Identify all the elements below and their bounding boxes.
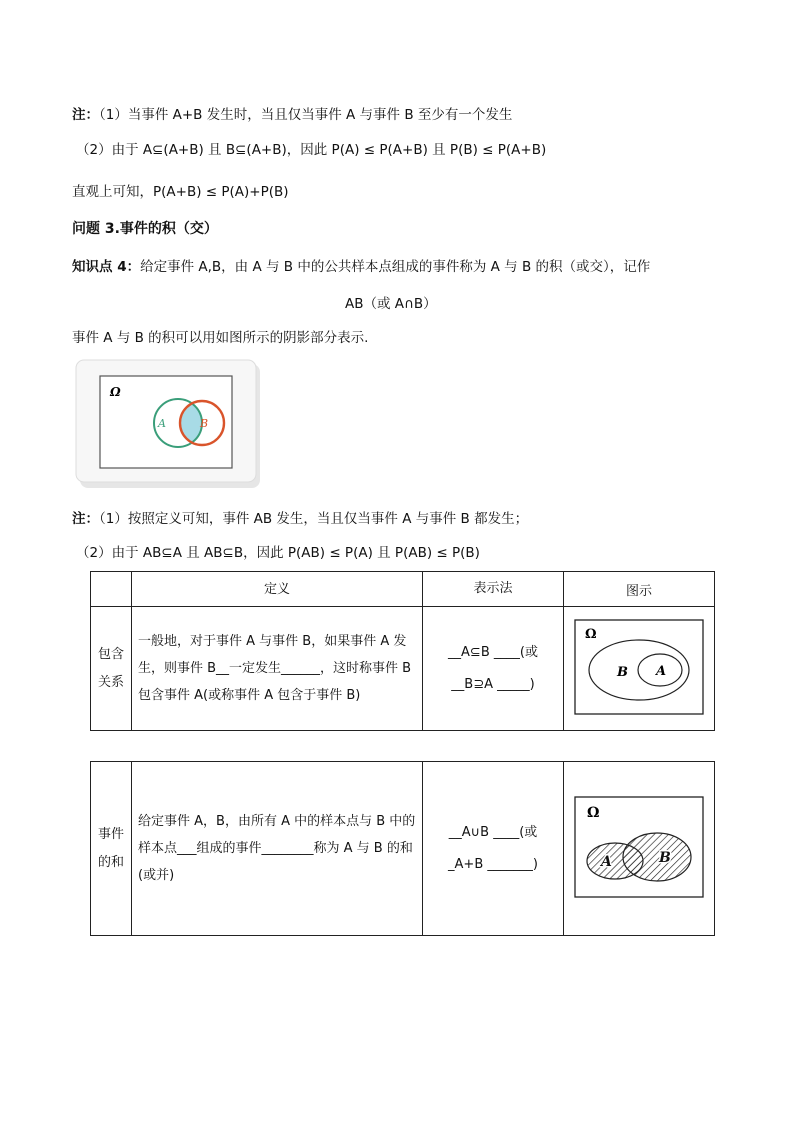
union-diagram bbox=[573, 795, 705, 899]
notation-line-2: __B⊇A _____) bbox=[451, 676, 535, 692]
knowledge-point-label: 知识点 4： bbox=[72, 259, 141, 275]
row-name: 事件的和 bbox=[91, 762, 132, 936]
row-definition: 给定事件 A，B，由所有 A 中的样本点与 B 中的样本点___组成的事件________称为 A 与 B 的和(或并) bbox=[132, 762, 423, 936]
label-b: B bbox=[200, 417, 209, 430]
note1-item2: （2）由于 A⊆(A+B) 且 B⊆(A+B)，因此 P(A) ≤ P(A+B) 且 P(B) ≤ P(A+B) bbox=[76, 142, 547, 158]
omega-label: Ω bbox=[587, 804, 600, 821]
row-definition: 一般地，对于事件 A 与事件 B，如果事件 A 发生，则事件 B__一定发生______，这时称事件 B 包含事件 A(或称事件 A 包含于事件 B) bbox=[132, 607, 423, 731]
row-figure bbox=[564, 762, 715, 936]
label-a: A bbox=[656, 663, 667, 679]
header-figure: 图示 bbox=[564, 572, 715, 607]
header-empty bbox=[91, 572, 132, 607]
product-formula: AB（或 A∩B） bbox=[345, 296, 437, 312]
notation-line-2: _A+B _______) bbox=[448, 856, 538, 872]
notation-line-1: __A⊆B ____(或 bbox=[448, 644, 538, 660]
row-figure bbox=[564, 607, 715, 731]
header-definition: 定义 bbox=[132, 572, 423, 607]
union-table bbox=[90, 761, 715, 936]
label-a: A bbox=[601, 853, 612, 870]
inclusion-table bbox=[90, 571, 715, 731]
notation-line-1: __A∪B ____(或 bbox=[448, 824, 538, 840]
figure-caption: 事件 A 与 B 的积可以用如图所示的阴影部分表示. bbox=[72, 330, 369, 346]
note-label: 注： bbox=[72, 511, 99, 527]
knowledge-point bbox=[72, 255, 650, 275]
venn-intersection-figure bbox=[74, 358, 262, 490]
label-a: A bbox=[158, 417, 166, 430]
row-notation bbox=[423, 762, 564, 936]
ellipse-b bbox=[623, 833, 691, 881]
knowledge-point-text: 给定事件 A,B，由 A 与 B 中的公共样本点组成的事件称为 A 与 B 的积（或交），记作 bbox=[140, 259, 651, 275]
note-label: 注： bbox=[72, 107, 99, 123]
note1-line1 bbox=[72, 103, 512, 123]
label-b: B bbox=[659, 849, 671, 866]
note1-item3: 直观上可知，P(A+B) ≤ P(A)+P(B) bbox=[72, 184, 289, 200]
table-row bbox=[91, 762, 715, 936]
section-heading: 问题 3.事件的积（交） bbox=[72, 221, 218, 237]
row-notation bbox=[423, 607, 564, 731]
note2-item2: （2）由于 AB⊆A 且 AB⊆B，因此 P(AB) ≤ P(A) 且 P(AB) ≤ P(B) bbox=[76, 545, 480, 561]
inclusion-diagram bbox=[573, 618, 705, 716]
label-b: B bbox=[617, 664, 628, 680]
note1-item1: （1）当事件 A+B 发生时，当且仅当事件 A 与事件 B 至少有一个发生 bbox=[99, 107, 513, 123]
note2-line1 bbox=[72, 507, 528, 527]
table-row bbox=[91, 607, 715, 731]
omega-label: Ω bbox=[110, 385, 121, 399]
note2-item1: （1）按照定义可知，事件 AB 发生，当且仅当事件 A 与事件 B 都发生； bbox=[99, 511, 529, 527]
table-header-row bbox=[91, 572, 715, 607]
omega-label: Ω bbox=[585, 626, 597, 642]
header-notation: 表示法 bbox=[423, 572, 564, 607]
row-name: 包含关系 bbox=[91, 607, 132, 731]
